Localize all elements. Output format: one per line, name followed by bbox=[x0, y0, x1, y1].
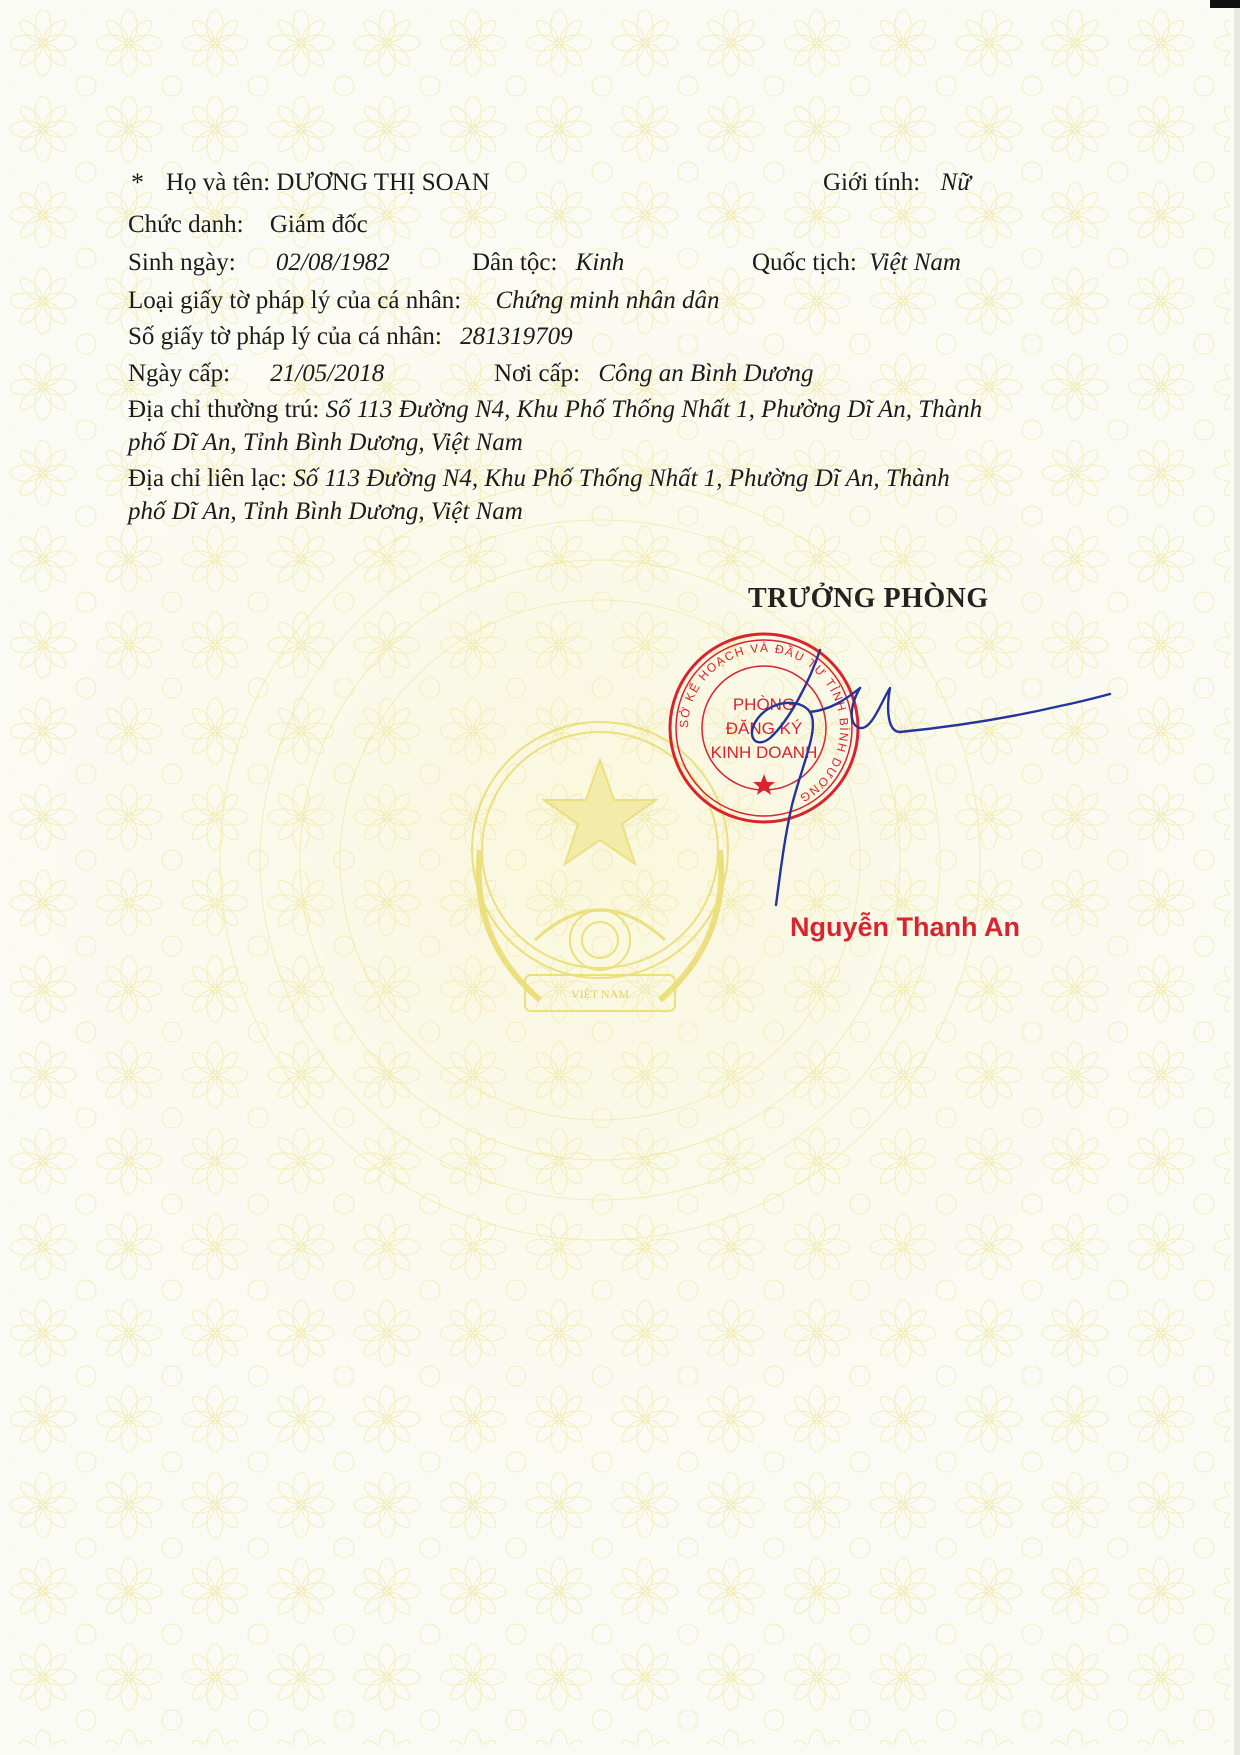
permanent-address-row bbox=[128, 395, 982, 425]
permanent-address-line1: Số 113 Đường N4, Khu Phố Thống Nhất 1, Phường Dĩ An, Thành bbox=[325, 396, 983, 423]
bullet-star: * bbox=[131, 168, 144, 197]
ethnicity-row bbox=[472, 248, 624, 278]
issue-date-label: Ngày cấp: bbox=[128, 360, 231, 387]
gender-row bbox=[823, 168, 971, 198]
contact-address-line1: Số 113 Đường N4, Khu Phố Thống Nhất 1, Phường Dĩ An, Thành bbox=[293, 465, 950, 492]
nationality-label: Quốc tịch: bbox=[752, 249, 857, 276]
nationality-value: Việt Nam bbox=[869, 249, 961, 276]
dob-label: Sinh ngày: bbox=[128, 249, 236, 276]
stamp-line-1: PHÒNG bbox=[732, 695, 796, 714]
gender-value: Nữ bbox=[940, 169, 971, 196]
permanent-address-line2: phố Dĩ An, Tỉnh Bình Dương, Việt Nam bbox=[128, 429, 523, 456]
handwritten-signature bbox=[700, 640, 1130, 920]
emblem-text: VIỆT NAM bbox=[570, 987, 630, 1001]
dob-value: 02/08/1982 bbox=[275, 249, 390, 276]
ethnicity-label: Dân tộc: bbox=[472, 249, 558, 276]
issue-date-row bbox=[128, 359, 384, 389]
issue-date-value: 21/05/2018 bbox=[270, 360, 385, 387]
position-title: TRƯỞNG PHÒNG bbox=[748, 583, 989, 614]
signer-name: Nguyễn Thanh An bbox=[790, 912, 1020, 942]
name-value: DƯƠNG THỊ SOAN bbox=[276, 169, 490, 196]
stamp-ring-text: SỞ KẾ HOẠCH VÀ ĐẦU TƯ TỈNH BÌNH DƯƠNG bbox=[676, 640, 852, 806]
title-value: Giám đốc bbox=[269, 211, 368, 238]
title-label: Chức danh: bbox=[128, 211, 244, 238]
issue-place-row bbox=[494, 359, 814, 389]
name-label: Họ và tên: bbox=[166, 169, 271, 196]
issue-place-value: Công an Bình Dương bbox=[598, 360, 814, 387]
id-type-value: Chứng minh nhân dân bbox=[495, 287, 720, 314]
contact-address-label: Địa chỉ liên lạc: bbox=[128, 465, 287, 492]
gender-label: Giới tính: bbox=[823, 169, 921, 196]
stamp-line-2: ĐĂNG KÝ bbox=[725, 719, 803, 738]
id-type-row bbox=[128, 286, 720, 316]
id-number-value: 281319709 bbox=[460, 323, 573, 350]
id-number-row bbox=[128, 322, 573, 352]
title-row bbox=[128, 210, 368, 240]
id-number-label: Số giấy tờ pháp lý của cá nhân: bbox=[128, 323, 442, 350]
stamp-line-3: KINH DOANH bbox=[710, 743, 818, 762]
issue-place-label: Nơi cấp: bbox=[494, 360, 581, 387]
permanent-address-label: Địa chỉ thường trú: bbox=[128, 396, 320, 423]
name-row bbox=[166, 168, 490, 198]
id-type-label: Loại giấy tờ pháp lý của cá nhân: bbox=[128, 287, 462, 314]
contact-address-line2: phố Dĩ An, Tỉnh Bình Dương, Việt Nam bbox=[128, 498, 523, 525]
ethnicity-value: Kinh bbox=[575, 249, 625, 276]
contact-address-row bbox=[128, 464, 950, 494]
nationality-row bbox=[752, 248, 961, 278]
dob-row bbox=[128, 248, 390, 278]
